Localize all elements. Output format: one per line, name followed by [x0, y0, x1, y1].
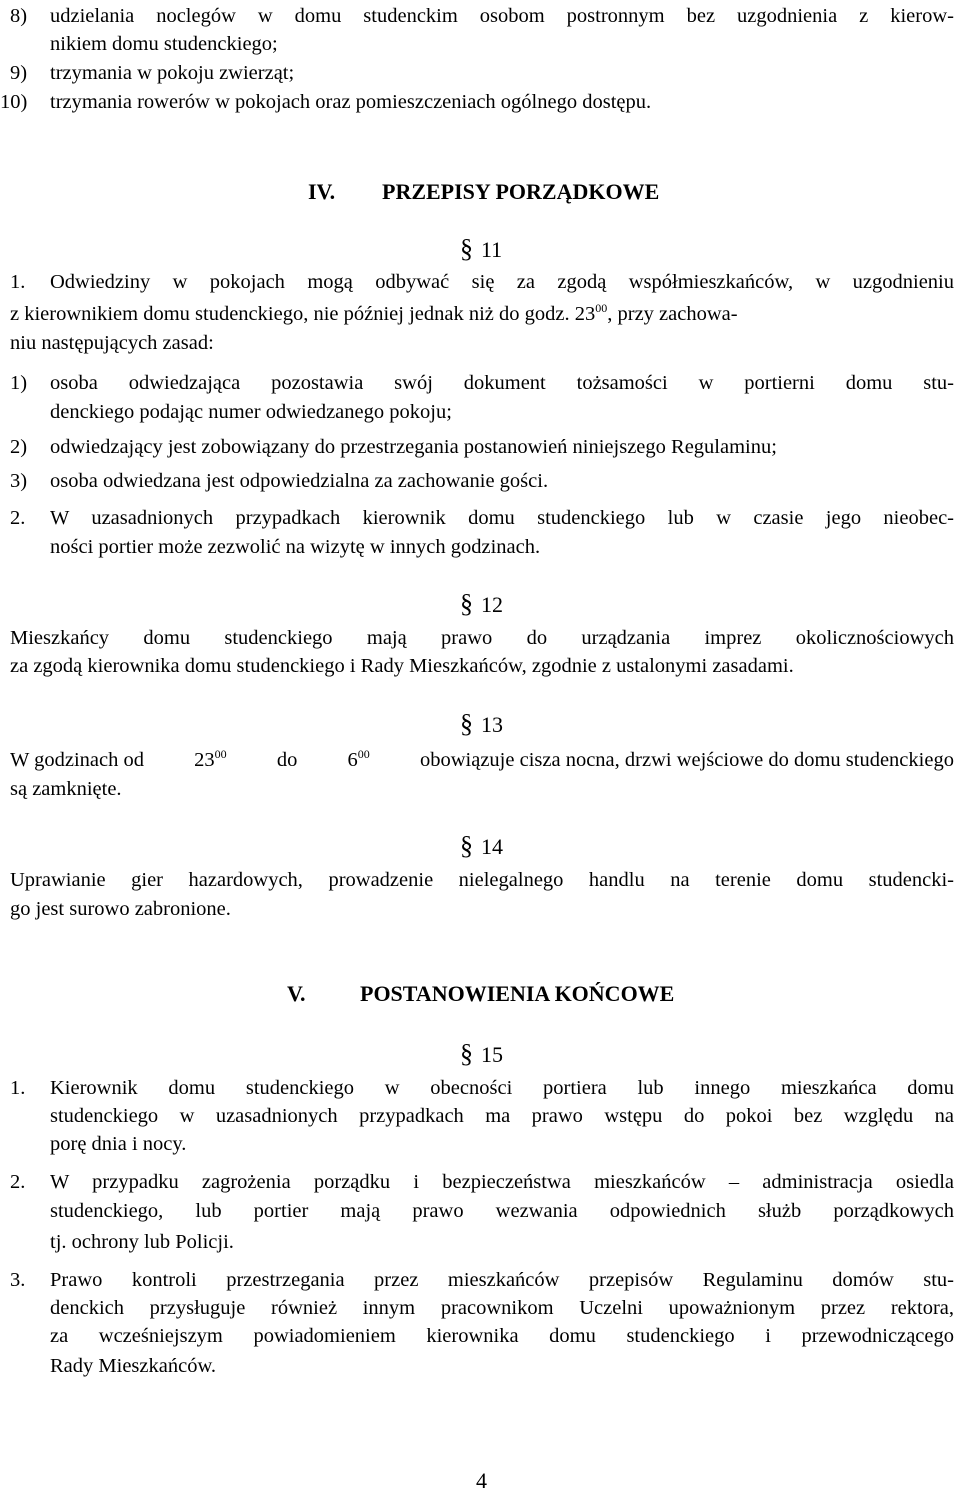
paragraph-line: są zamknięte.: [10, 778, 122, 800]
subitem-number: 1): [10, 372, 28, 394]
paragraph-15-heading: [460, 1039, 503, 1069]
paragraph-label: 11: [481, 237, 503, 262]
section-roman: V.: [287, 981, 306, 1006]
item-number: 3.: [10, 1269, 26, 1291]
item-line: Kierownik domu studenckiego w obecności portiera lub innego mieszkańca domu: [50, 1077, 954, 1099]
item-line: Odwiedziny w pokojach mogą odbywać się za zgodą współmieszkańców, w uzgodnieniu: [50, 271, 954, 293]
section-sign-icon: §: [460, 831, 473, 860]
item-line: z kierownikiem domu studenckiego, nie później jednak niż do godz. $23^{00}$, przy zachowa-: [10, 301, 738, 325]
list-number: 9): [10, 62, 28, 84]
item-number: 1.: [10, 1077, 26, 1099]
list-number: 10): [0, 91, 28, 113]
list-item-line: udzielania noclegów w domu studenckim osobom postronnym bez uzgodnienia z kierow-: [50, 5, 954, 27]
section-sign-icon: §: [460, 589, 473, 618]
paragraph-12-heading: [460, 589, 503, 619]
item-line: Rady Mieszkańców.: [50, 1355, 217, 1377]
item-line: studenckiego, lub portier mają prawo wezwania odpowiednich służb porządkowych: [50, 1200, 954, 1222]
paragraph-14-heading: [460, 831, 503, 861]
paragraph-label: 14: [481, 834, 503, 859]
item-number: 2.: [10, 507, 26, 529]
paragraph-label: 13: [481, 712, 503, 737]
list-item-line: trzymania w pokoju zwierząt;: [50, 62, 295, 84]
section-title: POSTANOWIENIA KOŃCOWE: [360, 981, 675, 1006]
item-number: 2.: [10, 1171, 26, 1193]
subitem-line: odwiedzający jest zobowiązany do przestrzegania postanowień niniejszego Regulaminu;: [50, 436, 777, 458]
paragraph-line: go jest surowo zabronione.: [10, 898, 231, 920]
section-roman: IV.: [308, 179, 336, 204]
item-line: W przypadku zagrożenia porządku i bezpieczeństwa mieszkańców – administracja osiedla: [50, 1171, 954, 1193]
page-number: 4: [476, 1468, 487, 1493]
section-title: PRZEPISY PORZĄDKOWE: [382, 179, 660, 204]
item-line: ności portier może zezwolić na wizytę w innych godzinach.: [50, 536, 541, 558]
paragraph-11-heading: [460, 234, 502, 264]
subitem-line: osoba odwiedzana jest odpowiedzialna za zachowanie gości.: [50, 470, 549, 492]
paragraph-13-heading: [460, 709, 503, 739]
list-number: 8): [10, 5, 28, 27]
subitem-line: denckiego podając numer odwiedzanego pokoju;: [50, 401, 452, 423]
item-line: niu następujących zasad:: [10, 332, 214, 354]
subitem-number: 2): [10, 436, 28, 458]
item-line: denckich przysługuje również innym pracownikom Uczelni upoważnionym przez rektora,: [50, 1297, 954, 1319]
section-sign-icon: §: [460, 709, 473, 738]
item-line: studenckiego w uzasadnionych przypadkach ma prawo wstępu do pokoi bez względu na: [50, 1105, 954, 1127]
item-line: tj. ochrony lub Policji.: [50, 1231, 234, 1253]
item-line: za wcześniejszym powiadomieniem kierownika domu studenckiego i przewodniczącego: [50, 1325, 954, 1347]
list-item-line: nikiem domu studenckiego;: [50, 33, 278, 55]
section-sign-icon: §: [460, 1039, 473, 1068]
paragraph-label: 15: [481, 1042, 503, 1067]
paragraph-line: Uprawianie gier hazardowych, prowadzenie nielegalnego handlu na terenie domu studencki-: [10, 869, 954, 891]
section-sign-icon: §: [460, 234, 473, 263]
paragraph-label: 12: [481, 592, 503, 617]
item-number: 1.: [10, 271, 26, 293]
paragraph-line: Mieszkańcy domu studenckiego mają prawo do urządzania imprez okolicznościowych: [10, 627, 954, 649]
subitem-number: 3): [10, 470, 28, 492]
paragraph-line: za zgodą kierownika domu studenckiego i Rady Mieszkańców, zgodnie z ustalonymi zasadami.: [10, 655, 794, 677]
subitem-line: osoba odwiedzająca pozostawia swój dokument tożsamości w portierni domu stu-: [50, 372, 954, 394]
list-item-line: trzymania rowerów w pokojach oraz pomieszczeniach ogólnego dostępu.: [50, 91, 652, 113]
item-line: porę dnia i nocy.: [50, 1133, 187, 1155]
item-line: Prawo kontroli przestrzegania przez mieszkańców przepisów Regulaminu domów stu-: [50, 1269, 954, 1291]
paragraph-line: W godzinach od $23^{00}$ do $6^{00}$ obowiązuje cisza nocna, drzwi wejściowe do domu studenckiego: [10, 747, 954, 771]
item-line: W uzasadnionych przypadkach kierownik domu studenckiego lub w czasie jego nieobec-: [50, 507, 954, 529]
